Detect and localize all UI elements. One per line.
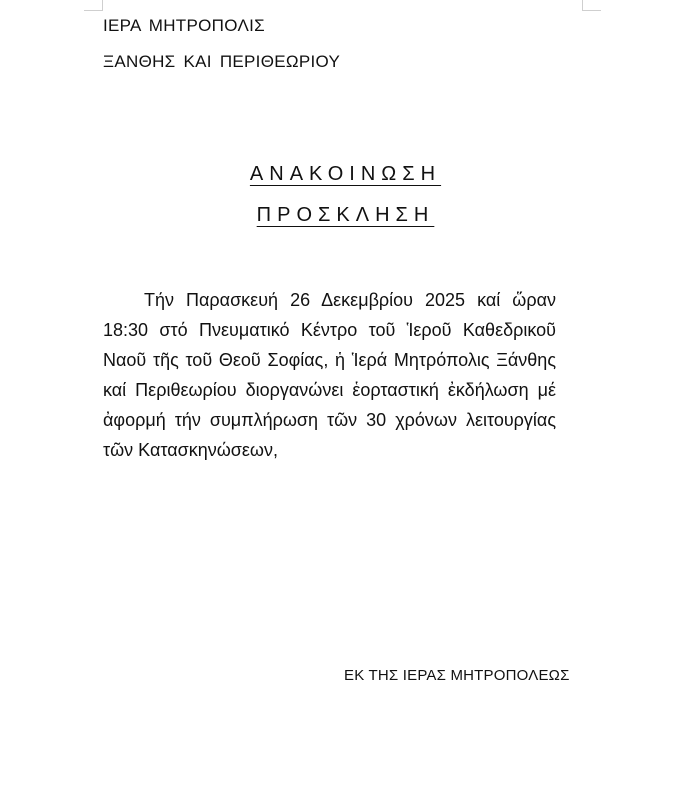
signature-line: ΕΚ ΤΗΣ ΙΕΡΑΣ ΜΗΤΡΟΠΟΛΕΩΣ [344,667,570,684]
announcement-title-block [0,163,685,186]
crop-mark-right [582,0,601,11]
invitation-title: ΠΡΟΣΚΛΗΣΗ [256,204,435,226]
letterhead [103,8,340,80]
letterhead-line-1: ΙΕΡΑ ΜΗΤΡΟΠΟΛΙΣ [103,16,265,35]
body-paragraph: Τήν Παρασκευή 26 Δεκεμβρίου 2025 καί ὥραν 18:30 στό Πνευματικό Κέντρο τοῦ Ἱεροῦ Καθεδρικοῦ Ναοῦ τῆς τοῦ Θεοῦ Σοφίας, ἡ Ἱερά Μητρόπολις Ξάνθης καί Περιθεωρίου διοργανώνει ἑορταστική ἐκδήλωση μέ ἀφορμή τήν συμπλήρωση τῶν 30 χρόνων λειτουργίας τῶν Κατασκηνώσεων, [103,290,556,460]
crop-mark-left [84,0,103,11]
announcement-title: ΑΝΑΚΟΙΝΩΣΗ [249,163,442,185]
invitation-title-block [0,204,685,227]
letterhead-line-2: ΞΑΝΘΗΣ ΚΑΙ ΠΕΡΙΘΕΩΡΙΟΥ [103,52,341,71]
